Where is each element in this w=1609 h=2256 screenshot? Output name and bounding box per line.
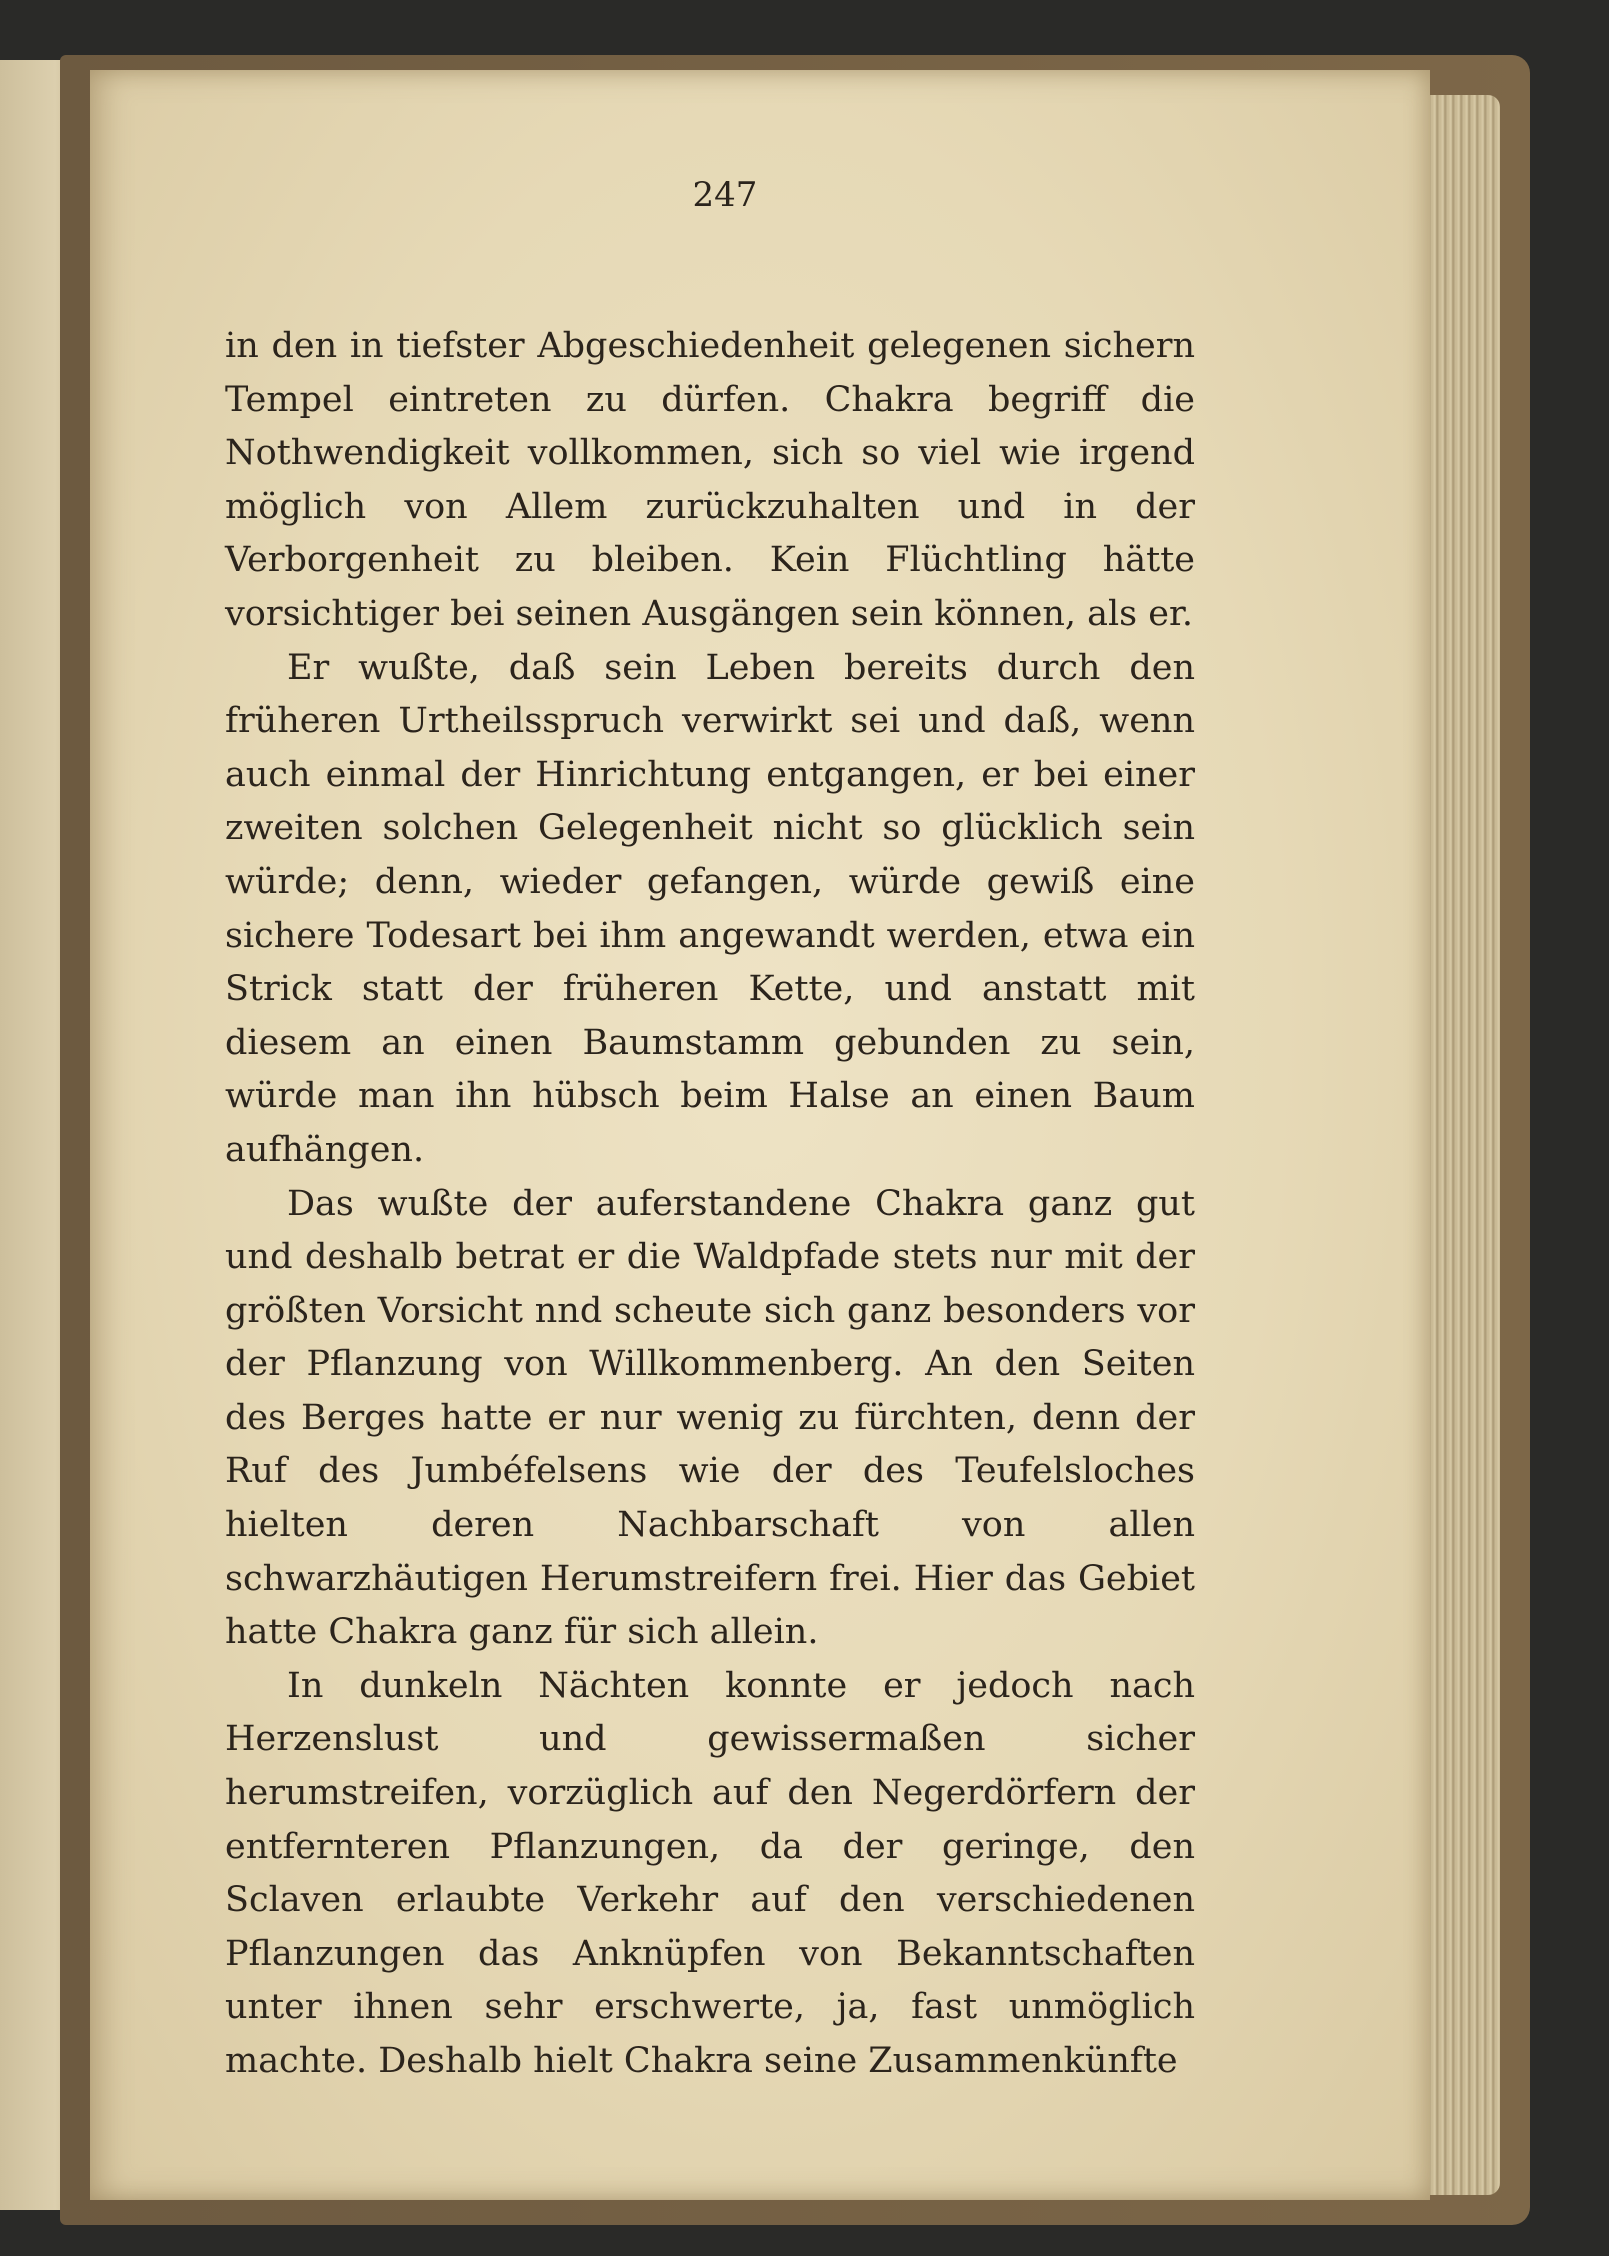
page-number: 247	[692, 175, 758, 215]
paragraph-2: Er wußte, daß sein Leben bereits durch den früheren Urtheilsspruch verwirkt sei und daß, wenn auch einmal der Hinrichtung entgangen, er bei einer zweiten solchen Gelegenheit nicht so glücklich sein würde; denn, wieder gefangen, würde gewiß eine sichere Todesart bei ihm angewandt werden, etwa ein Strick statt der früheren Kette, und anstatt mit diesem an einen Baumstamm gebunden zu sein, würde man ihn hübsch beim Halse an einen Baum aufhängen.	[225, 647, 1195, 1170]
body-text	[225, 320, 1195, 2089]
paragraph-4: In dunkeln Nächten konnte er jedoch nach Herzenslust und gewissermaßen sicher herumstreifen, vorzüglich auf den Negerdörfern der entfernteren Pflanzungen, da der geringe, den Sclaven erlaubte Verkehr auf den verschiedenen Pflanzungen das Anknüpfen von Bekanntschaften unter ihnen sehr erschwerte, ja, fast unmöglich machte. Deshalb hielt Chakra seine Zusammenkünfte	[225, 1665, 1195, 2081]
paragraph-3: Das wußte der auferstandene Chakra ganz gut und deshalb betrat er die Waldpfade stets nur mit der größten Vorsicht nnd scheute sich ganz besonders vor der Pflanzung von Willkommenberg. An den Seiten des Berges hatte er nur wenig zu fürchten, denn der Ruf des Jumbéfelsens wie der des Teufelsloches hielten deren Nachbarschaft von allen schwarzhäutigen Herumstreifern frei. Hier das Gebiet hatte Chakra ganz für sich allein.	[225, 1183, 1195, 1653]
paragraph-1: in den in tiefster Abgeschiedenheit gelegenen sichern Tempel eintreten zu dürfen. Chakra begriff die Nothwendigkeit vollkommen, sich so viel wie irgend möglich von Allem zurückzuhalten und in der Verborgenheit zu bleiben. Kein Flüchtling hätte vorsichtiger bei seinen Ausgängen sein können, als er.	[225, 326, 1195, 634]
